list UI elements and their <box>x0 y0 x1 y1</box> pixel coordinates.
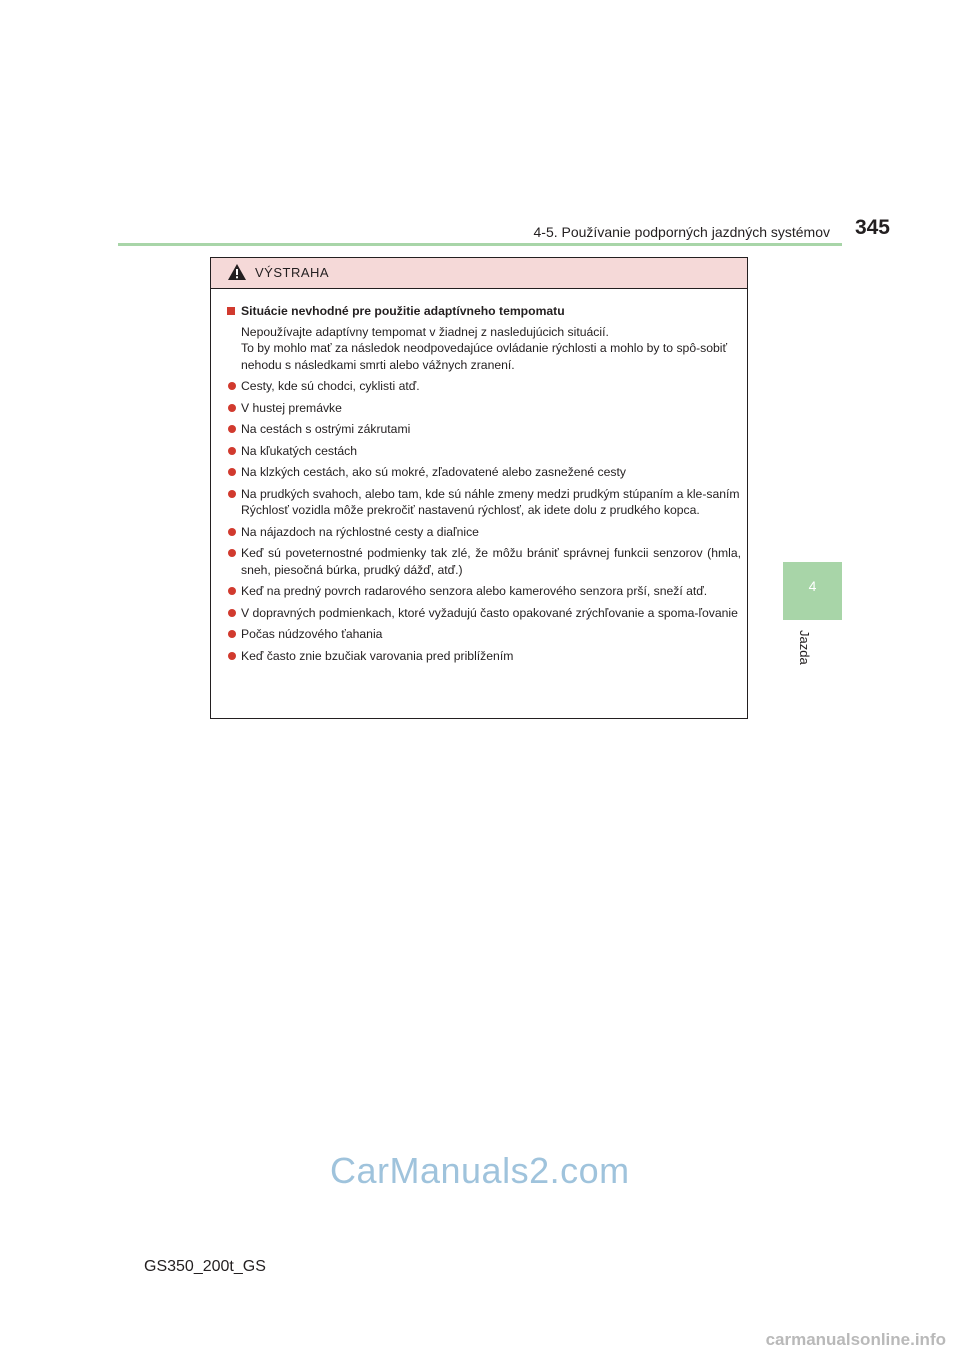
warning-header <box>211 258 747 289</box>
chapter-tab <box>783 562 842 620</box>
list-item <box>227 400 741 417</box>
situation-list <box>227 378 741 664</box>
list-item <box>227 545 741 578</box>
list-item-text: Počas núdzového ťahania <box>241 627 383 641</box>
round-bullet-icon <box>228 425 236 433</box>
list-item <box>227 605 741 622</box>
model-code: GS350_200t_GS <box>144 1258 266 1275</box>
list-item-subtext: Rýchlosť vozidla môže prekročiť nastavenú rýchlosť, ak idete dolu z prudkého kopca. <box>241 503 700 517</box>
list-item-text: Na cestách s ostrými zákrutami <box>241 422 411 436</box>
warning-intro <box>227 324 741 374</box>
round-bullet-icon <box>228 490 236 498</box>
list-item <box>227 443 741 460</box>
list-item-text: V dopravných podmienkach, ktoré vyžadujú často opakované zrýchľovanie a spoma-ľovanie <box>241 605 738 620</box>
intro-line: Nepoužívajte adaptívny tempomat v žiadnej z nasledujúcich situácií. <box>241 324 609 339</box>
warning-triangle-icon <box>227 263 247 281</box>
round-bullet-icon <box>228 630 236 638</box>
list-item-text: Cesty, kde sú chodci, cyklisti atď. <box>241 379 420 393</box>
list-item-text: Na klzkých cestách, ako sú mokré, zľadovatené alebo zasnežené cesty <box>241 465 626 479</box>
list-item-text: Keď často znie bzučiak varovania pred priblížením <box>241 648 514 663</box>
list-item <box>227 378 741 395</box>
round-bullet-icon <box>228 609 236 617</box>
list-item-text: Keď na predný povrch radarového senzora alebo kamerového senzora prší, sneží atď. <box>241 584 708 598</box>
round-bullet-icon <box>228 652 236 660</box>
list-item <box>227 524 741 541</box>
watermark-carmanuals2: CarManuals2.com <box>330 1150 630 1191</box>
list-item <box>227 421 741 438</box>
round-bullet-icon <box>228 382 236 390</box>
list-item-text: Keď sú poveternostné podmienky tak zlé, že môžu brániť správnej funkcii senzorov (hmla, sneh, piesočná búrka, prudký dážď, atď.) <box>241 546 741 577</box>
list-item <box>227 648 741 665</box>
square-bullet-icon <box>227 307 235 315</box>
round-bullet-icon <box>228 468 236 476</box>
warning-section-title: Situácie nevhodné pre použitie adaptívneho tempomatu <box>227 303 741 320</box>
page-header <box>0 214 960 242</box>
section-header-title: 4-5. Používanie podporných jazdných systémov <box>533 224 830 240</box>
warning-title: VÝSTRAHA <box>255 265 330 280</box>
list-item <box>227 464 741 481</box>
chapter-label: Jazda <box>797 630 812 665</box>
round-bullet-icon <box>228 587 236 595</box>
chapter-number: 4 <box>808 578 817 594</box>
list-item-text: Na kľukatých cestách <box>241 443 358 458</box>
round-bullet-icon <box>228 549 236 557</box>
intro-line: To by mohlo mať za následok neodpovedajúce ovládanie rýchlosti a mohlo by to spô-sobiť nehodu s následkami smrti alebo vážnych zranení. <box>241 341 728 372</box>
round-bullet-icon <box>228 404 236 412</box>
list-item-text: Na nájazdoch na rýchlostné cesty a diaľnice <box>241 524 479 539</box>
round-bullet-icon <box>228 447 236 455</box>
warning-body <box>211 289 747 664</box>
header-rule <box>118 243 842 246</box>
warning-box <box>210 257 748 719</box>
list-item-text: V hustej premávke <box>241 400 342 415</box>
list-item <box>227 583 741 600</box>
list-item <box>227 626 741 643</box>
list-item-text: Na prudkých svahoch, alebo tam, kde sú náhle zmeny medzi prudkým stúpaním a kle-saním <box>241 486 740 501</box>
page-number: 345 <box>854 216 890 239</box>
round-bullet-icon <box>228 528 236 536</box>
watermark-carmanualsonline: carmanualsonline.info <box>765 1330 946 1349</box>
list-item <box>227 486 741 519</box>
